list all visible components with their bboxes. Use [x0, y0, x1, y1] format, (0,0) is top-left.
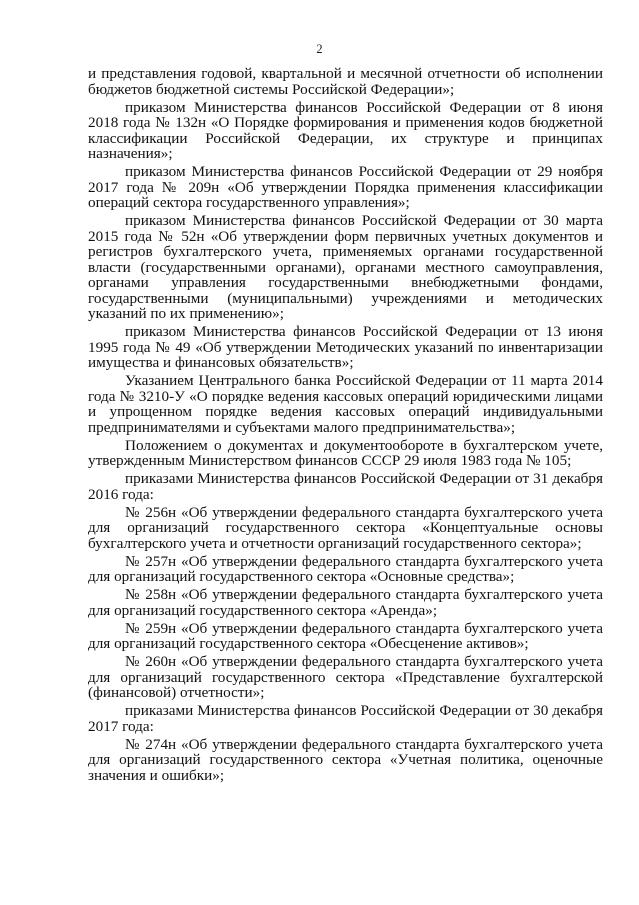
paragraph-orders-2017: приказами Министерства финансов Российской Федерации от 30 декабря 2017 года:: [88, 702, 603, 735]
document-body: [88, 66, 603, 783]
paragraph-order-52n: приказом Министерства финансов Российской Федерации от 30 марта 2015 года № 52н «Об утверждении форм первичных учетных документов и регистров бухгалтерского учета, применяемых органами государственной власти (государственными органами), органами местного самоуправления, органами управления государственными внебюджетными фондами, государственными (муниципальными) учреждениями и методических указаний по их применению»;: [88, 212, 603, 322]
paragraph-order-49: приказом Министерства финансов Российской Федерации от 13 июня 1995 года № 49 «Об утверждении Методических указаний по инвентаризации имущества и финансовых обязательств»;: [88, 323, 603, 371]
paragraph-order-258n: № 258н «Об утверждении федерального стандарта бухгалтерского учета для организаций государственного сектора «Аренда»;: [88, 586, 603, 619]
paragraph-regulation-105: Положением о документах и документообороте в бухгалтерском учете, утвержденным Министерством финансов СССР 29 июля 1983 года № 105;: [88, 436, 603, 469]
paragraph-order-256n: № 256н «Об утверждении федерального стандарта бухгалтерского учета для организаций государственного сектора «Концептуальные основы бухгалтерского учета и отчетности организаций государственного сектора»;: [88, 503, 603, 552]
paragraph-orders-2016: приказами Министерства финансов Российской Федерации от 31 декабря 2016 года:: [88, 470, 603, 503]
paragraph-reporting-continuation: и представления годовой, квартальной и месячной отчетности об исполнении бюджетов бюджетной системы Российской Федерации»;: [88, 65, 603, 98]
paragraph-order-257n: № 257н «Об утверждении федерального стандарта бухгалтерского учета для организаций государственного сектора «Основные средства»;: [88, 552, 603, 585]
page-number: 2: [316, 42, 323, 56]
paragraph-instruction-3210u: Указанием Центрального банка Российской Федерации от 11 марта 2014 года № 3210-У «О порядке ведения кассовых операций юридическими лицами и упрощенном порядке ведения кассовых операций индивидуальными предпринимателями и субъектами малого предпринимательства»;: [88, 372, 603, 436]
paragraph-order-259n: № 259н «Об утверждении федерального стандарта бухгалтерского учета для организаций государственного сектора «Обесценение активов»;: [88, 619, 603, 652]
paragraph-order-260n: № 260н «Об утверждении федерального стандарта бухгалтерского учета для организаций государственного сектора «Представление бухгалтерской (финансовой) отчетности»;: [88, 653, 603, 701]
paragraph-order-274n: № 274н «Об утверждении федерального стандарта бухгалтерского учета для организаций государственного сектора «Учетная политика, оценочные значения и ошибки»;: [88, 735, 603, 784]
paragraph-order-132n: приказом Министерства финансов Российской Федерации от 8 июня 2018 года № 132н «О Порядке формирования и применения кодов бюджетной классификации Российской Федерации, их структуре и принципах назначения»;: [88, 98, 603, 162]
paragraph-order-209n: приказом Министерства финансов Российской Федерации от 29 ноября 2017 года № 209н «Об утверждении Порядка применения классификации операций сектора государственного управления»;: [88, 163, 603, 211]
